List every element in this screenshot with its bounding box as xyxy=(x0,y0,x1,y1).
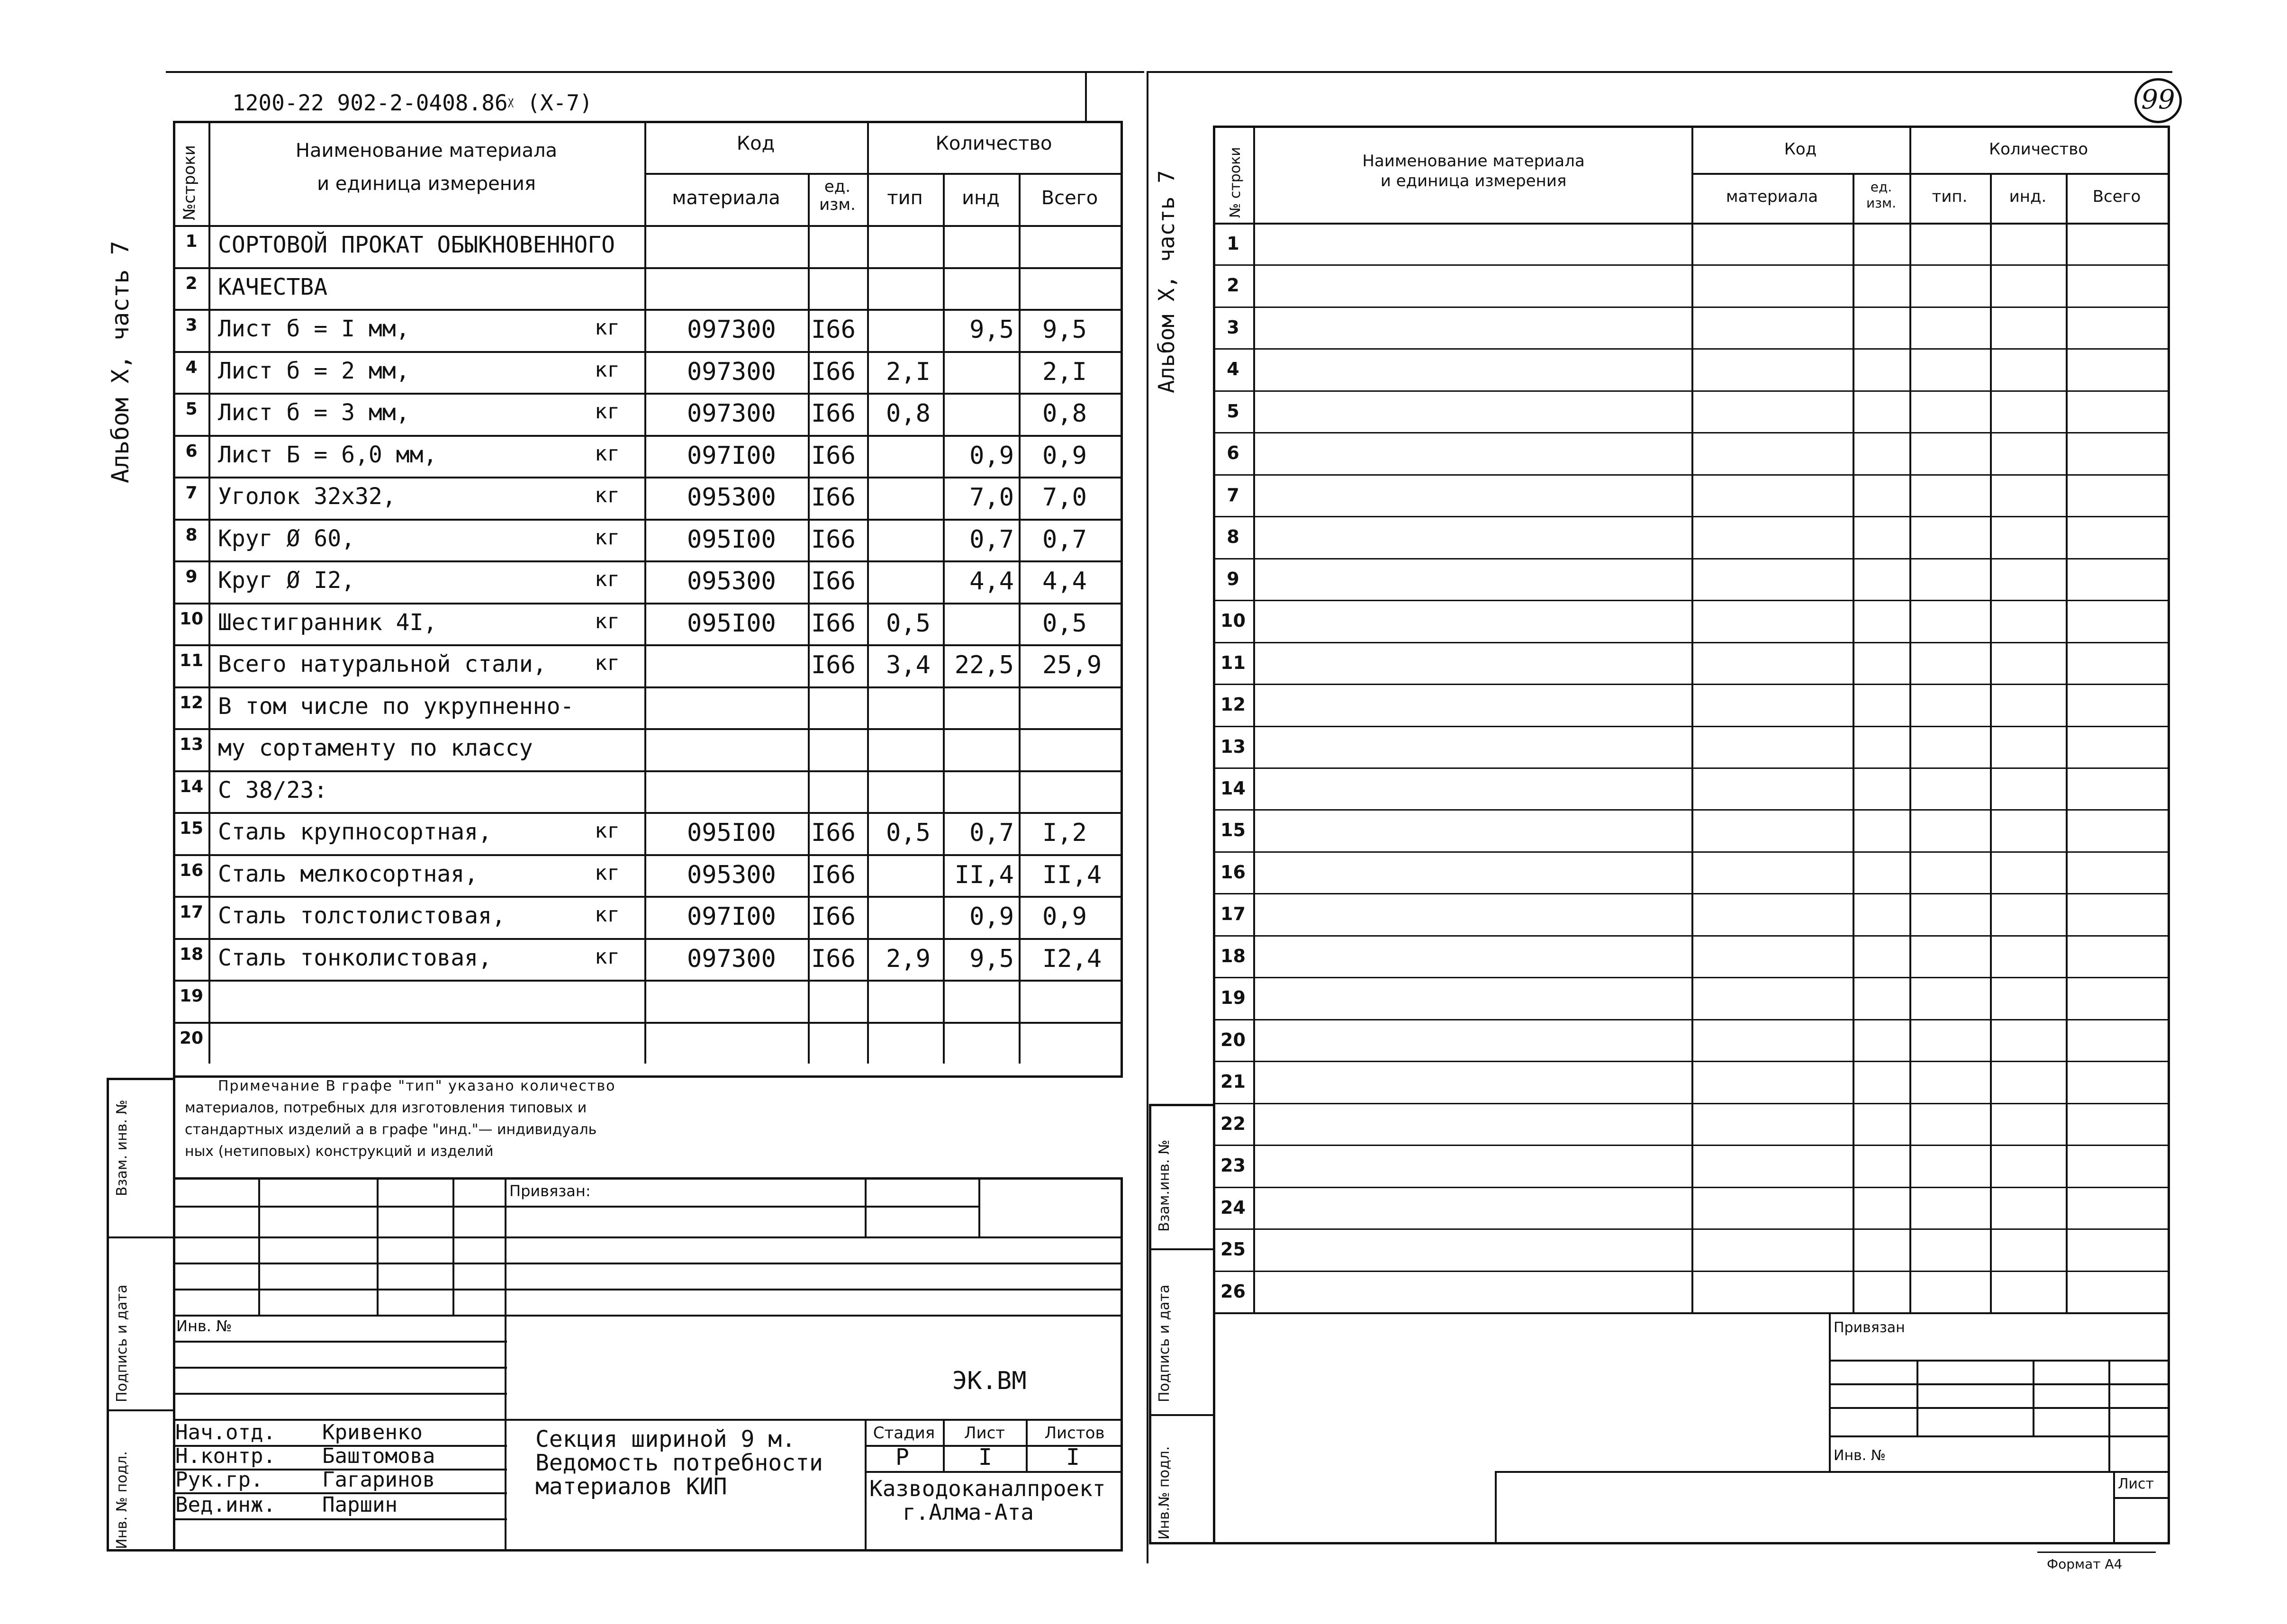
left-row-divider xyxy=(173,393,1123,395)
right-header-qty: Количество xyxy=(1989,140,2088,159)
left-row-code: 097300 xyxy=(687,357,776,386)
signatory-role: Рук.гр. xyxy=(175,1468,263,1492)
right-row-number: 19 xyxy=(1220,987,1246,1009)
left-stage-value: Р xyxy=(895,1444,909,1471)
right-header-ind: инд. xyxy=(2009,187,2047,206)
left-label-podpis: Подпись и дата xyxy=(114,1284,130,1402)
left-row-number: 6 xyxy=(185,441,198,461)
right-row-divider xyxy=(1213,767,2170,769)
right-label-vzam: Взам.инв. № xyxy=(1156,1139,1173,1232)
right-header-total: Всего xyxy=(2092,187,2141,206)
left-row-number: 20 xyxy=(179,1028,204,1048)
left-row-unit: кг xyxy=(595,441,620,466)
left-note-line2: материалов, потребных для изготовления типовых и xyxy=(185,1100,587,1116)
left-row-code: 097I00 xyxy=(687,902,776,931)
right-row-divider xyxy=(1213,1103,2170,1104)
left-materials-table xyxy=(173,121,1123,1078)
left-row-number: 16 xyxy=(179,860,204,880)
left-row-number: 8 xyxy=(185,525,198,545)
left-title-line3: материалов КИП xyxy=(535,1473,727,1500)
left-sheets-value: I xyxy=(1066,1444,1080,1471)
left-row-unit: кг xyxy=(595,567,620,592)
left-row-divider xyxy=(173,644,1123,646)
left-row-number: 5 xyxy=(185,399,198,419)
left-row-number: 18 xyxy=(179,944,204,964)
right-row-number: 7 xyxy=(1227,484,1239,505)
left-row-code: 097I00 xyxy=(687,441,776,470)
left-row-name: Сталь толстолистовая, xyxy=(218,902,506,929)
right-row-number: 25 xyxy=(1220,1239,1246,1260)
left-row-ind: 7,0 xyxy=(969,483,1014,512)
left-row-name: Лист б = 2 мм, xyxy=(218,357,410,384)
left-sheet-header: Лист xyxy=(964,1424,1005,1443)
left-label-vzam: Взам. инв. № xyxy=(114,1100,130,1196)
left-row-total: II,4 xyxy=(1042,860,1102,889)
left-row-total: 7,0 xyxy=(1042,483,1087,512)
left-row-code: 097300 xyxy=(687,316,776,344)
right-header-name-sub: и единица измерения xyxy=(1380,171,1567,190)
right-row-number: 17 xyxy=(1220,903,1246,925)
left-row-name: Сталь тонколистовая, xyxy=(218,944,492,971)
left-row-number: 3 xyxy=(185,316,198,335)
signatory-name: Паршин xyxy=(322,1493,398,1517)
left-row-ind: 9,5 xyxy=(969,316,1014,344)
left-row-eu: I66 xyxy=(811,902,856,931)
right-row-number: 1 xyxy=(1227,233,1239,254)
left-header-ind: инд xyxy=(962,187,1000,209)
right-album-label: Альбом X, часть 7 xyxy=(1154,170,1179,393)
right-label-inv-podl: Инв.№ подл. xyxy=(1156,1446,1173,1540)
left-row-total: 0,9 xyxy=(1042,902,1087,931)
left-row-name: С 38/23: xyxy=(218,776,328,803)
left-row-divider xyxy=(173,770,1123,772)
left-row-name: В том числе по укрупненно- xyxy=(218,693,574,720)
left-row-eu: I66 xyxy=(811,567,856,596)
left-doc-code: 1200-22 902-2-0408.86ᵡ (X-7) xyxy=(232,90,593,116)
left-row-divider xyxy=(173,267,1123,269)
right-row-divider xyxy=(1213,1019,2170,1020)
left-row-code: 097300 xyxy=(687,944,776,973)
right-row-divider xyxy=(1213,851,2170,853)
left-row-name: КАЧЕСТВА xyxy=(218,273,328,300)
left-row-name: Шестигранник 4I, xyxy=(218,609,437,636)
left-row-eu: I66 xyxy=(811,399,856,428)
left-row-divider xyxy=(173,477,1123,478)
left-row-divider xyxy=(173,980,1123,982)
right-row-number: 6 xyxy=(1227,442,1239,464)
signatory-name: Баштомова xyxy=(322,1444,435,1468)
left-row-ind: 0,9 xyxy=(969,902,1014,931)
left-row-name: СОРТОВОЙ ПРОКАТ ОБЫКНОВЕННОГО xyxy=(218,232,615,259)
left-row-name: Лист б = 3 мм, xyxy=(218,399,410,426)
left-row-divider xyxy=(173,812,1123,814)
left-row-ind: II,4 xyxy=(954,860,1014,889)
right-label-podpis: Подпись и дата xyxy=(1156,1284,1173,1402)
right-row-divider xyxy=(1213,1061,2170,1062)
left-row-type: 0,5 xyxy=(886,609,931,638)
right-row-divider xyxy=(1213,726,2170,727)
right-row-divider xyxy=(1213,1145,2170,1146)
left-row-type: 2,9 xyxy=(886,944,931,973)
left-header-name-sub: и единица измерения xyxy=(317,173,536,195)
left-row-unit: кг xyxy=(595,399,620,424)
left-album-label: Альбом X, часть 7 xyxy=(107,241,134,483)
left-row-total: 9,5 xyxy=(1042,316,1087,344)
left-row-unit: кг xyxy=(595,651,620,676)
right-row-divider xyxy=(1213,935,2170,937)
left-row-name: Лист б = I мм, xyxy=(218,316,410,343)
right-row-number: 4 xyxy=(1227,359,1239,380)
left-row-code: 095300 xyxy=(687,567,776,596)
left-row-unit: кг xyxy=(595,316,620,340)
left-row-number: 12 xyxy=(179,693,204,713)
left-sheet-value: I xyxy=(978,1444,992,1471)
left-row-name: Уголок 32х32, xyxy=(218,483,396,510)
right-row-number: 5 xyxy=(1227,400,1239,422)
right-row-divider xyxy=(1213,684,2170,685)
left-header-rowno: №строки xyxy=(180,145,199,220)
left-row-code: 095300 xyxy=(687,483,776,512)
left-row-eu: I66 xyxy=(811,609,856,638)
left-row-number: 13 xyxy=(179,735,204,754)
left-stage-header: Стадия xyxy=(873,1424,935,1443)
left-row-divider xyxy=(173,519,1123,521)
left-row-divider xyxy=(173,938,1123,940)
left-header-qty: Количество xyxy=(935,133,1052,154)
right-row-number: 12 xyxy=(1220,694,1246,715)
left-row-divider xyxy=(173,728,1123,730)
right-privyazan: Привязан xyxy=(1834,1319,1905,1336)
left-row-ind: 4,4 xyxy=(969,567,1014,596)
left-row-name: Круг Ø 60, xyxy=(218,525,355,552)
right-row-number: 24 xyxy=(1220,1197,1246,1218)
left-row-ind: 0,9 xyxy=(969,441,1014,470)
right-row-number: 8 xyxy=(1227,526,1239,548)
left-row-total: 0,9 xyxy=(1042,441,1087,470)
left-row-total: 0,8 xyxy=(1042,399,1087,428)
left-row-eu: I66 xyxy=(811,525,856,554)
right-row-divider xyxy=(1213,600,2170,601)
left-header-material: материала xyxy=(672,187,780,209)
left-title-line1: Секция шириной 9 м. xyxy=(535,1426,796,1453)
right-row-number: 26 xyxy=(1220,1281,1246,1302)
left-row-total: I,2 xyxy=(1042,819,1087,848)
left-row-number: 15 xyxy=(179,819,204,838)
right-row-divider xyxy=(1213,977,2170,978)
left-row-divider xyxy=(173,435,1123,437)
right-row-number: 3 xyxy=(1227,316,1239,338)
left-row-eu: I66 xyxy=(811,441,856,470)
left-sheets-header: Листов xyxy=(1044,1424,1105,1443)
right-format-label: Формат А4 xyxy=(2047,1556,2123,1572)
left-row-divider xyxy=(173,1022,1123,1024)
left-row-total: 0,5 xyxy=(1042,609,1087,638)
left-row-unit: кг xyxy=(595,357,620,382)
left-row-code: 095I00 xyxy=(687,819,776,848)
left-row-number: 9 xyxy=(185,567,198,586)
right-row-number: 16 xyxy=(1220,861,1246,883)
left-row-ind: 9,5 xyxy=(969,944,1014,973)
right-row-number: 23 xyxy=(1220,1155,1246,1176)
left-org1: Казводоканалпроект xyxy=(869,1476,1106,1501)
left-row-number: 10 xyxy=(179,609,204,629)
left-row-number: 11 xyxy=(179,651,204,670)
left-row-name: Всего натуральной стали, xyxy=(218,651,547,678)
left-row-number: 14 xyxy=(179,776,204,796)
left-privyazan: Привязан: xyxy=(509,1182,591,1200)
left-row-unit: кг xyxy=(595,902,620,927)
left-row-ind: 0,7 xyxy=(969,819,1014,848)
left-row-total: 2,I xyxy=(1042,357,1087,386)
signatory-name: Гагаринов xyxy=(322,1468,435,1492)
left-row-total: 0,7 xyxy=(1042,525,1087,554)
left-row-number: 19 xyxy=(179,986,204,1006)
left-row-divider xyxy=(173,351,1123,353)
left-row-total: 25,9 xyxy=(1042,651,1102,680)
left-row-name: Круг Ø I2, xyxy=(218,567,355,594)
left-note-line4: ных (нетиповых) конструкций и изделий xyxy=(185,1143,494,1160)
left-header-code: Код xyxy=(736,133,775,154)
left-header-total: Всего xyxy=(1041,187,1098,209)
left-label-inv-podl: Инв. № подл. xyxy=(114,1451,130,1549)
left-row-code: 095I00 xyxy=(687,609,776,638)
right-row-divider xyxy=(1213,432,2170,433)
left-row-total: I2,4 xyxy=(1042,944,1102,973)
signatory-role: Нач.отд. xyxy=(175,1420,276,1444)
left-row-eu: I66 xyxy=(811,819,856,848)
right-row-divider xyxy=(1213,516,2170,517)
right-row-divider xyxy=(1213,474,2170,476)
right-list-label: Лист xyxy=(2118,1476,2154,1492)
left-org2: г.Алма-Ата xyxy=(903,1499,1034,1525)
right-row-number: 18 xyxy=(1220,945,1246,966)
left-row-eu: I66 xyxy=(811,483,856,512)
left-row-unit: кг xyxy=(595,609,620,633)
right-row-divider xyxy=(1213,1187,2170,1188)
right-row-number: 10 xyxy=(1220,610,1246,632)
right-page-number: 99 xyxy=(2134,78,2182,123)
right-header-type: тип. xyxy=(1932,187,1968,206)
right-header-name: Наименование материала xyxy=(1362,152,1585,171)
left-row-number: 2 xyxy=(185,273,198,293)
left-row-name: му сортаменту по классу xyxy=(218,735,533,762)
left-row-divider xyxy=(173,896,1123,898)
right-row-divider xyxy=(1213,307,2170,308)
left-row-name: Лист Б = 6,0 мм, xyxy=(218,441,437,468)
left-row-divider xyxy=(173,309,1123,311)
right-row-number: 11 xyxy=(1220,652,1246,673)
left-row-code: 097300 xyxy=(687,399,776,428)
left-row-eu: I66 xyxy=(811,860,856,889)
left-inv-no: Инв. № xyxy=(176,1317,232,1335)
left-row-divider xyxy=(173,854,1123,856)
signatory-role: Вед.инж. xyxy=(175,1493,276,1517)
left-header-unit: ед. изм. xyxy=(819,177,856,214)
right-row-divider xyxy=(1213,348,2170,350)
right-row-number: 21 xyxy=(1220,1071,1246,1092)
left-header-name: Наименование материала xyxy=(295,140,558,162)
left-row-unit: кг xyxy=(595,525,620,550)
left-row-number: 7 xyxy=(185,483,198,503)
right-row-divider xyxy=(1213,558,2170,559)
right-row-divider xyxy=(1213,809,2170,811)
right-header-code: Код xyxy=(1784,140,1817,159)
left-row-number: 1 xyxy=(185,232,198,251)
right-row-number: 20 xyxy=(1220,1029,1246,1050)
left-doc-mark: ЭК.ВМ xyxy=(952,1367,1027,1395)
left-row-divider xyxy=(173,603,1123,604)
right-row-divider xyxy=(1213,390,2170,392)
left-row-number: 17 xyxy=(179,902,204,922)
right-row-number: 15 xyxy=(1220,820,1246,841)
right-row-divider xyxy=(1213,893,2170,894)
left-row-unit: кг xyxy=(595,860,620,885)
left-row-divider xyxy=(173,560,1123,562)
signatory-name: Кривенко xyxy=(322,1420,423,1444)
right-header-unit: ед. изм. xyxy=(1866,179,1897,211)
left-note-line3: стандартных изделий а в графе "инд."— индивидуаль xyxy=(185,1121,597,1138)
left-row-name: Сталь крупносортная, xyxy=(218,819,492,846)
left-row-type: 3,4 xyxy=(886,651,931,680)
right-inv-no: Инв. № xyxy=(1834,1447,1886,1464)
left-row-eu: I66 xyxy=(811,357,856,386)
left-header-type: тип xyxy=(887,187,923,209)
left-row-code: 095I00 xyxy=(687,525,776,554)
left-row-eu: I66 xyxy=(811,651,856,680)
left-note-line1: Примечание В графе "тип" указано количество xyxy=(218,1078,616,1094)
left-row-code: 095300 xyxy=(687,860,776,889)
left-row-type: 0,8 xyxy=(886,399,931,428)
left-row-name: Сталь мелкосортная, xyxy=(218,860,479,887)
right-header-material: материала xyxy=(1726,187,1818,206)
left-row-number: 4 xyxy=(185,357,198,377)
left-row-unit: кг xyxy=(595,819,620,843)
left-row-eu: I66 xyxy=(811,316,856,344)
left-row-ind: 22,5 xyxy=(954,651,1014,680)
left-row-divider xyxy=(173,686,1123,688)
right-row-divider xyxy=(1213,642,2170,643)
right-row-number: 9 xyxy=(1227,568,1239,589)
right-row-number: 2 xyxy=(1227,275,1239,296)
left-row-type: 2,I xyxy=(886,357,931,386)
right-row-divider xyxy=(1213,1228,2170,1230)
right-header-rowno: № строки xyxy=(1227,147,1244,218)
left-title-line2: Ведомость потребности xyxy=(535,1450,823,1476)
left-row-unit: кг xyxy=(595,483,620,508)
right-row-divider xyxy=(1213,264,2170,266)
left-row-total: 4,4 xyxy=(1042,567,1087,596)
left-row-type: 0,5 xyxy=(886,819,931,848)
left-row-ind: 0,7 xyxy=(969,525,1014,554)
right-row-divider xyxy=(1213,1271,2170,1272)
right-row-number: 22 xyxy=(1220,1113,1246,1134)
left-row-unit: кг xyxy=(595,944,620,969)
right-row-number: 13 xyxy=(1220,736,1246,757)
signatory-role: Н.контр. xyxy=(175,1444,276,1468)
left-row-eu: I66 xyxy=(811,944,856,973)
right-row-number: 14 xyxy=(1220,778,1246,799)
